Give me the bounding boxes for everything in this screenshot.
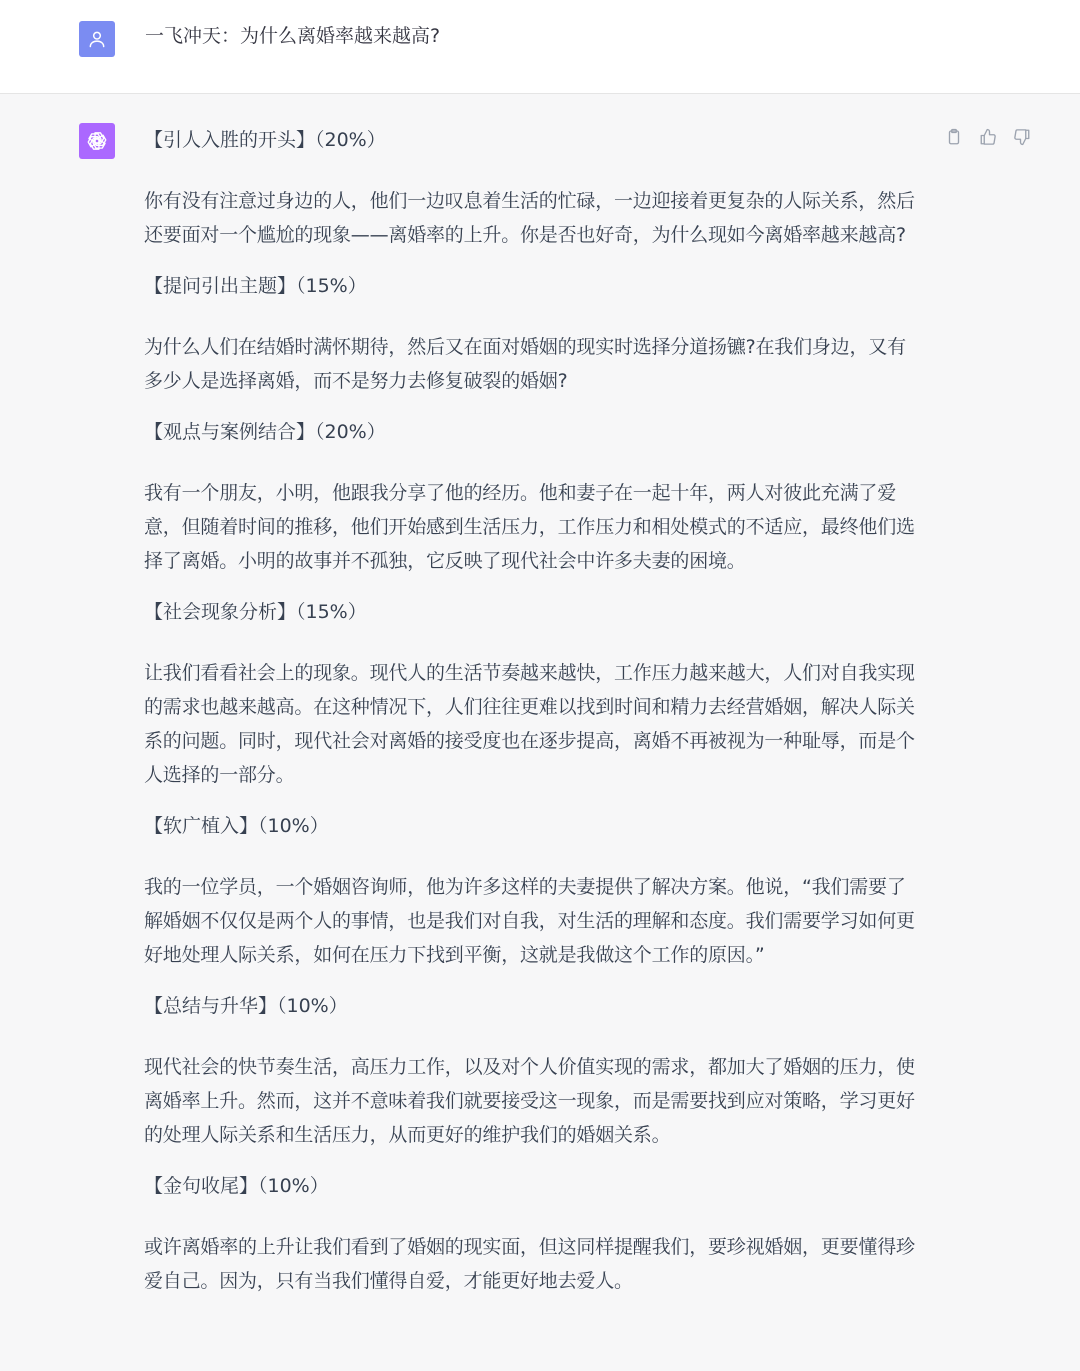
- section-body-analysis: 让我们看看社会上的现象。现代人的生活节奏越来越快，工作压力越来越大，人们对自我实现的需求也越来越高。在这种情况下，人们往往更难以找到时间和精力去经营婚姻，解决人际关系的问题。同时，现代社会对离婚的接受度也在逐步提高，离婚不再被视为一种耻辱，而是个人选择的一部分。: [144, 662, 915, 786]
- section-body-question: 为什么人们在结婚时满怀期待，然后又在面对婚姻的现实时选择分道扬镳?在我们身边，又有多少人是选择离婚，而不是努力去修复破裂的婚姻?: [144, 336, 906, 392]
- section-heading-ad: 【软广植入】（10%）: [144, 815, 329, 837]
- assistant-message-content: [144, 127, 924, 1319]
- section-body-summary: 现代社会的快节奏生活，高压力工作，以及对个人价值实现的需求，都加大了婚姻的压力，使离婚率上升。然而，这并不意味着我们就要接受这一现象，而是需要找到应对策略，学习更好的处理人际关系和生活压力，从而更好的维护我们的婚姻关系。: [144, 1056, 915, 1146]
- section-heading-case: 【观点与案例结合】（20%）: [144, 421, 386, 443]
- user-message-row: [0, 0, 1080, 94]
- copy-button[interactable]: [944, 127, 964, 147]
- thumbs-down-button[interactable]: [1012, 127, 1032, 147]
- clipboard-icon: [945, 128, 963, 146]
- message-actions: [944, 127, 1032, 147]
- user-icon: [87, 29, 107, 49]
- section-body-opening: 你有没有注意过身边的人，他们一边叹息着生活的忙碌，一边迎接着更复杂的人际关系，然后还要面对一个尴尬的现象——离婚率的上升。你是否也好奇，为什么现如今离婚率越来越高?: [144, 190, 915, 246]
- user-avatar: [79, 21, 115, 57]
- section-body-case: 我有一个朋友，小明，他跟我分享了他的经历。他和妻子在一起十年，两人对彼此充满了爱意，但随着时间的推移，他们开始感到生活压力，工作压力和相处模式的不适应，最终他们选择了离婚。小明的故事并不孤独，它反映了现代社会中许多夫妻的困境。: [144, 482, 915, 572]
- openai-logo-icon: [84, 128, 110, 154]
- assistant-message-row: [0, 94, 1080, 1371]
- section-heading-analysis: 【社会现象分析】（15%）: [144, 601, 367, 623]
- thumbs-down-icon: [1013, 128, 1031, 146]
- section-heading-summary: 【总结与升华】（10%）: [144, 995, 348, 1017]
- thumbs-up-button[interactable]: [978, 127, 998, 147]
- section-heading-opening: 【引人入胜的开头】（20%）: [144, 129, 386, 151]
- section-heading-question: 【提问引出主题】（15%）: [144, 275, 367, 297]
- section-body-closing: 或许离婚率的上升让我们看到了婚姻的现实面，但这同样提醒我们，要珍视婚姻，更要懂得珍爱自己。因为，只有当我们懂得自爱，才能更好地去爱人。: [144, 1236, 915, 1292]
- section-heading-closing: 【金句收尾】（10%）: [144, 1175, 329, 1197]
- user-message-text: 一飞冲天：为什么离婚率越来越高?: [145, 25, 441, 47]
- section-body-ad: 我的一位学员，一个婚姻咨询师，他为许多这样的夫妻提供了解决方案。他说，“我们需要了解婚姻不仅仅是两个人的事情，也是我们对自我，对生活的理解和态度。我们需要学习如何更好地处理人际关系，如何在压力下找到平衡，这就是我做这个工作的原因。”: [144, 876, 915, 966]
- thumbs-up-icon: [979, 128, 997, 146]
- assistant-avatar: [79, 123, 115, 159]
